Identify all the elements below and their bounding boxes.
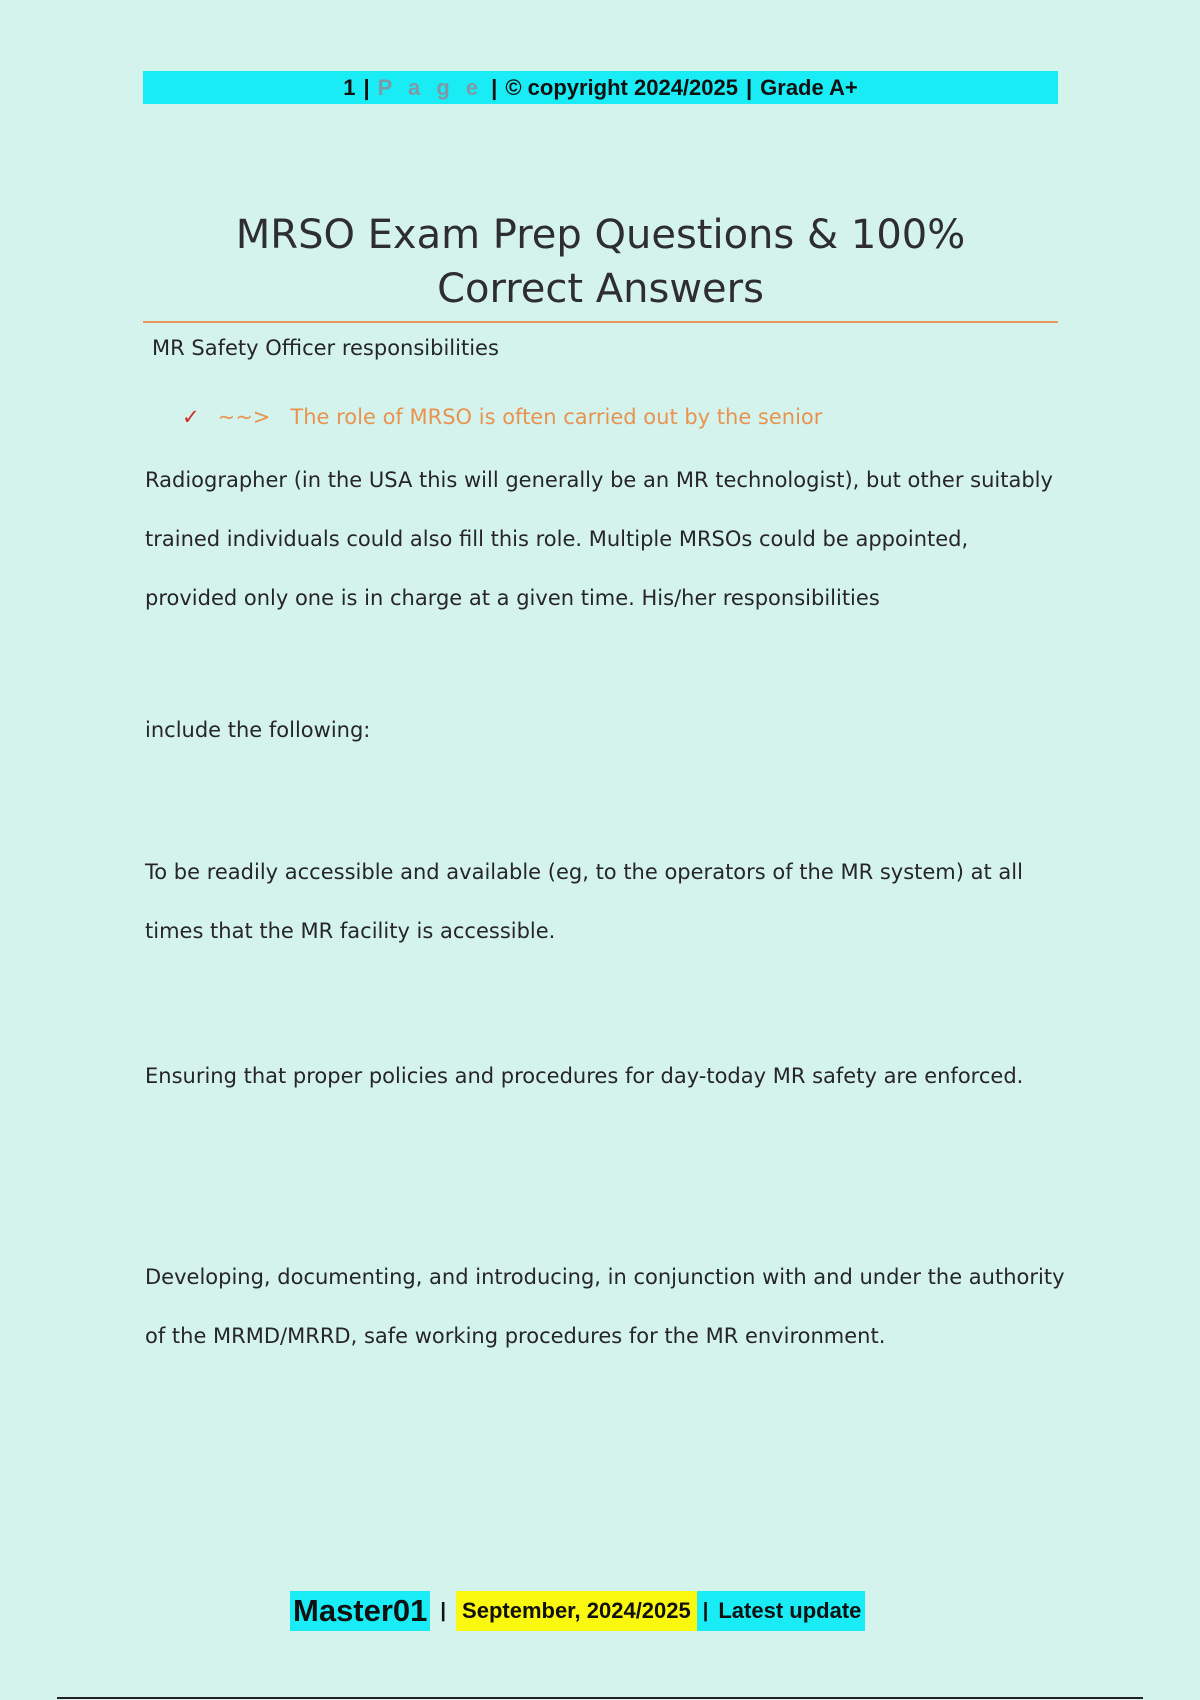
- page-header-bar: [143, 71, 1058, 104]
- footer-separator: |: [440, 1600, 447, 1622]
- paragraph-enforced: Ensuring that proper policies and procedures for day-today MR safety are enforced.: [145, 1064, 1024, 1088]
- paragraph-accessible: To be readily accessible and available (eg, to the operators of the MR system) at all times that the MR facility is accessible.: [145, 860, 1023, 943]
- page-number: 1: [343, 74, 356, 100]
- title-line-2: Correct Answers: [437, 266, 764, 312]
- answer-lead: [182, 405, 822, 429]
- bottom-divider: [57, 1697, 1143, 1699]
- header-separator: |: [491, 74, 498, 100]
- answer-arrow: ~~>: [217, 405, 271, 429]
- header-separator: |: [745, 74, 753, 100]
- title-line-1: MRSO Exam Prep Questions & 100%: [235, 212, 966, 258]
- paragraph-include: include the following:: [145, 718, 371, 742]
- title-underline: [143, 321, 1058, 323]
- answer-lead-text: The role of MRSO is often carried out by the senior: [290, 405, 823, 429]
- grade-text: Grade A+: [760, 74, 858, 100]
- check-icon: ✓: [182, 405, 200, 429]
- document-title: [143, 208, 1058, 316]
- paragraph-role: Radiographer (in the USA this will generally be an MR technologist), but other suitably trained individuals could also fill this role. Multiple MRSOs could be appointed, provided only one is in charge at a given time. His/her responsibilities: [145, 468, 1053, 610]
- footer-date: September, 2024/2025: [456, 1591, 697, 1631]
- author-name: Master01: [290, 1591, 430, 1631]
- copyright-text: © copyright 2024/2025: [505, 74, 738, 100]
- paragraph-procedures: Developing, documenting, and introducing, in conjunction with and under the authority of the MRMD/MRRD, safe working procedures for the MR environment.: [145, 1265, 1065, 1348]
- page-label: P a g e: [377, 74, 484, 100]
- page-footer: [290, 1591, 865, 1631]
- question-heading: MR Safety Officer responsibilities: [152, 336, 499, 360]
- header-separator: |: [363, 74, 370, 100]
- latest-update-label: Latest update: [714, 1591, 865, 1631]
- footer-separator: |: [697, 1591, 715, 1631]
